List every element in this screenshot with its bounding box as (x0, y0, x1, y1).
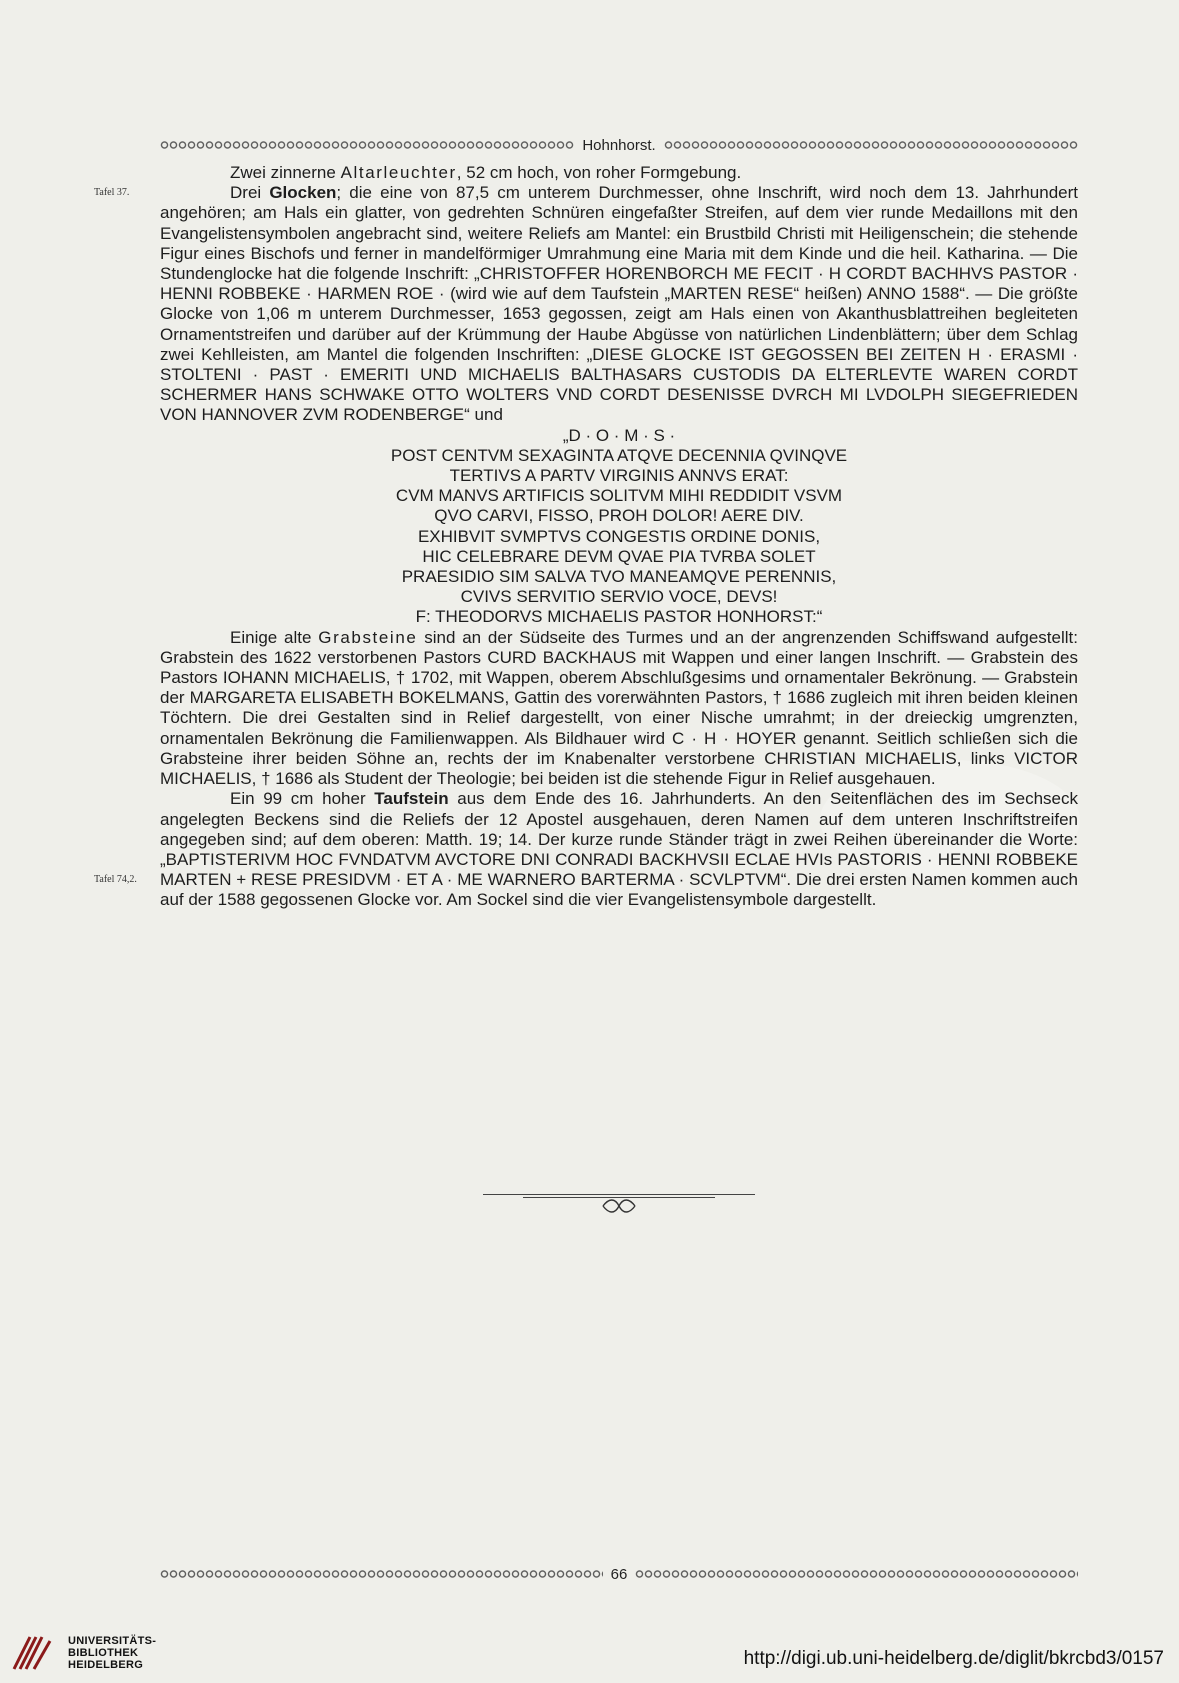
library-name-line: BIBLIOTHEK (68, 1647, 139, 1659)
library-name (68, 1635, 156, 1671)
term-grabsteine: Grabsteine (318, 627, 418, 647)
text-run: Zwei zinnerne (230, 163, 341, 182)
text-run: Einige alte (230, 627, 319, 647)
inscription-line: CVIVS SERVITIO SERVIO VOCE, DEVS! (460, 587, 778, 607)
inscription-line: CVM MANVS ARTIFICIS SOLITVM MIHI REDDIDIT VSVM (395, 486, 843, 506)
text-run: Drei (230, 183, 270, 203)
scroll-ornament-icon (601, 1198, 637, 1214)
margin-note-tafel-37: Tafel 37. (94, 187, 130, 198)
inscription-line: TERTIVS A PARTV VIRGINIS ANNVS ERAT: (449, 466, 789, 486)
term-altarleuchter: Altarleuchter (340, 163, 457, 182)
header-ornament-left (160, 141, 574, 149)
inscription-line: EXHIBVIT SVMPTVS CONGESTIS ORDINE DONIS, (417, 526, 821, 546)
text-run: , 52 cm hoch, von roher Formgebung. (456, 163, 742, 182)
inscription-line: HIC CELEBRARE DEVM QVAE PIA TVRBA SOLET (422, 546, 816, 566)
paragraph-grabsteine (160, 628, 1078, 790)
term-glocken: Glocken (269, 183, 337, 203)
inscription-line: QVO CARVI, FISSO, PROH DOLOR! AERE DIV. (434, 506, 804, 526)
margin-note-tafel-74: Tafel 74,2. (94, 874, 137, 885)
paragraph-altarleuchter (160, 163, 1078, 183)
section-end-ornament (483, 1190, 755, 1218)
text-run: Ein 99 cm hoher (230, 789, 375, 809)
body-text (160, 163, 1078, 911)
running-footer (160, 1565, 1078, 1583)
text-run: sind an der Südseite des Turmes und an der angrenzenden Schiffswand aufgestellt: Grabstein des 1622 verstorbenen Pastors CURD BACKHAUS mit Wappen und einer langen Inschrift. — Grabstein des Pastors IOHANN MICHAELIS, † 1702, mit Wappen, oberem Abschlußgesims und ornamentaler Bekrönung. — Grabstein der MARGARETA ELISABETH BOKELMANS, Gattin des vorerwähnten Pastors, † 1686 zugleich mit ihren beiden kleinen Töchtern. Die drei Gestalten sind in Relief dargestellt, von einer Nische umrahmt; in der dreieckig umgrenzten, ornamentalen Bekrönung die Familienwappen. Als Bildhauer wird C · H · HOYER genannt. Seitlich schließen sich die Grabsteine ihrer beiden Söhne an, rechts der im Knabenalter verstorbene CHRISTIAN MICHAELIS, links VICTOR MICHAELIS, † 1686 als Student der Theologie; bei beiden ist die stehende Figur in Relief ausgehauen. (160, 627, 1078, 789)
library-logo (10, 1633, 156, 1673)
library-emblem-icon (10, 1633, 58, 1673)
running-title: Hohnhorst. (582, 136, 656, 154)
page-number: 66 (610, 1565, 628, 1583)
term-taufstein: Taufstein (374, 789, 449, 809)
library-name-line: UNIVERSITÄTS- (68, 1635, 157, 1647)
divider-rule (483, 1194, 755, 1195)
running-header (160, 136, 1078, 154)
source-url[interactable]: http://digi.ub.uni-heidelberg.de/diglit/bkrcbd3/0157 (743, 1648, 1164, 1669)
inscription-line: PRAESIDIO SIM SALVA TVO MANEAMQVE PERENNIS, (401, 567, 837, 587)
inscription-line: F: THEODORVS MICHAELIS PASTOR HONHORST:“ (415, 607, 823, 627)
paragraph-taufstein (160, 789, 1078, 910)
inscription-line: „D · O · M · S · (562, 425, 676, 445)
inscription-line: POST CENTVM SEXAGINTA ATQVE DECENNIA QVINQVE (390, 445, 848, 465)
paragraph-glocken (160, 183, 1078, 425)
text-run: aus dem Ende des 16. Jahrhunderts. An den Seitenflächen des im Sechseck angelegten Beckens sind die Reliefs der 12 Apostel ausgehauen, deren Namen auf dem unteren Inschriftstreifen angegeben sind; auf dem oberen: Matth. 19; 14. Der kurze runde Ständer trägt in zwei Reihen übereinander die Worte: „BAPTISTERIVM HOC FVNDATVM AVCTORE DNI CONRADI BACKHVSII ECLAE HVIs PASTORIS · HENNI ROBBEKE MARTEN + RESE PRESIDVM · ET A · ME WARNERO BARTERMA · SCVLPTVM“. Die drei ersten Namen kommen auch auf der 1588 gegossenen Glocke vor. Am Sockel sind die vier Evangelistensymbole dargestellt. (160, 789, 1078, 910)
footer-ornament-left (160, 1570, 603, 1578)
footer-ornament-right (635, 1570, 1078, 1578)
text-run: ; die eine von 87,5 cm unterem Durchmesser, ohne Inschrift, wird noch dem 13. Jahrhundert angehören; am Hals ein glatter, von gedrehten Schnüren eingefaßter Streifen, auf dem vier runde Medaillons mit den Evangelistensymbolen angebracht sind, weitere Reliefs am Mantel: ein Brustbild Christi mit Heiligenschein; die stehende Figur eines Bischofs und ferner in mandelförmiger Umrahmung eine Maria mit dem Kinde und die heil. Katharina. — Die Stundenglocke hat die folgende Inschrift: „CHRISTOFFER HORENBORCH ME FECIT · H CORDT BACHHVS PASTOR · HENNI ROBBEKE · HARMEN ROE · (wird wie auf dem Taufstein „MARTEN RESE“ heißen) ANNO 1588“. — Die größte Glocke von 1,06 m unterem Durchmesser, 1653 gegossen, zeigt am Hals einen von Akanthusblattreihen begleiteten Ornamentstreifen und darüber auf der Krümmung der Haube Abgüsse von natürlichen Lindenblättern; über dem Schlag zwei Kehlleisten, am Mantel die folgenden Inschriften: „DIESE GLOCKE IST GEGOSSEN BEI ZEITEN H · ERASMI · STOLTENI · PAST · EMERITI UND MICHAELIS BALTHASARS CUSTODIS DA ELTERLEVTE WAREN CORDT SCHERMER HANS SCHWAKE OTTO WOLTERS VND CORDT DESENISSE DVRCH MI LVDOLPH SIEGEFRIEDEN VON HANNOVER ZVM RODENBERGE“ und (160, 183, 1078, 425)
bell-inscription (160, 426, 1078, 628)
header-ornament-right (664, 141, 1078, 149)
library-name-line: HEIDELBERG (68, 1659, 144, 1671)
